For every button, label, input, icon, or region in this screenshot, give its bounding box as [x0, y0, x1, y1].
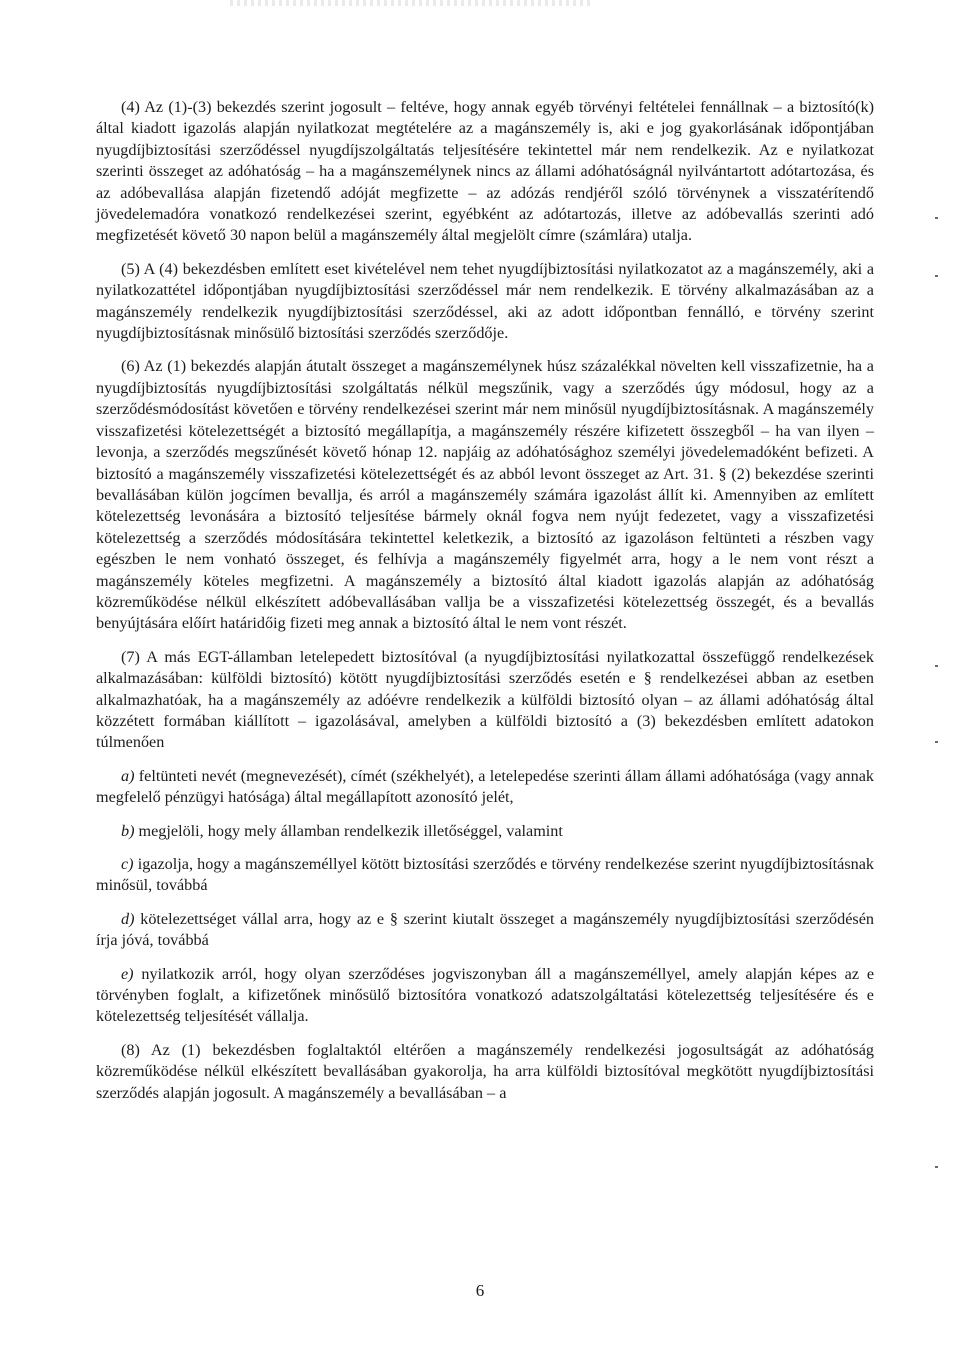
- item-text: kötelezettséget vállal arra, hogy az e § szerint kiutalt összeget a magánszemély nyugdíjbiztosítási szerződésén írja jóvá, továbbá: [96, 909, 875, 950]
- paragraph-7: (7) A más EGT-államban letelepedett biztosítóval (a nyugdíjbiztosítási nyilatkozattal összefüggő rendelkezések alkalmazásában: külföldi biztosító) kötött nyugdíjbiztosítási szerződés esetén e § rendelkezései abban az esetben alkalmazhatóak, ha a magánszemély az adóévre rendelkezik a külföldi biztosító olyan – az állami adóhatóság által közzétett formában kiállított – igazolásával, amelyben a külföldi biztosító a (3) bekezdésben említett adatokon túlmenően: [96, 647, 874, 752]
- paragraph-7-item-d: [96, 909, 874, 952]
- document-page-body: [96, 97, 874, 1116]
- item-letter: a): [121, 766, 135, 785]
- page-number: 6: [475, 1281, 485, 1300]
- scan-speck: [935, 665, 938, 667]
- paragraph-7-item-a: [96, 766, 874, 809]
- paragraph-7-item-b: [96, 821, 874, 842]
- item-text: nyilatkozik arról, hogy olyan szerződéses jogviszonyban áll a magánszeméllyel, amely alapján képes az e törvényben foglalt, a kifizetőnek minősülő biztosítóra vonatkozó adatszolgáltatási kötelezettség teljesítésére és e kötelezettség teljesítését vállalja.: [96, 964, 874, 1026]
- item-letter: c): [121, 855, 134, 873]
- scan-speck: [935, 275, 938, 277]
- scan-speck: [935, 217, 938, 219]
- paragraph-7-item-e: [96, 964, 874, 1028]
- paragraph-5: (5) A (4) bekezdésben említett eset kivételével nem tehet nyugdíjbiztosítási nyilatkozatot az a magánszemély, aki a nyilatkozattétel időpontjában nyugdíjbiztosítási szerződéssel már nem rendelkezik. E törvény alkalmazásában az a magánszemély rendelkezik nyugdíjbiztosítási szerződéssel, aki az adott időpontban fennálló, e törvény szerint nyugdíjbiztosításnak minősülő biztosítási szerződés szerződője.: [96, 259, 874, 343]
- item-letter: e): [121, 964, 134, 983]
- item-text: megjelöli, hogy mely államban rendelkezik illetőséggel, valamint: [138, 821, 563, 840]
- item-text: feltünteti nevét (megnevezését), címét (székhelyét), a letelepedése szerinti állam állami adóhatósága (vagy annak megfelelő pénzügyi hatósága) által megállapított azonosító jelét,: [96, 766, 875, 807]
- scan-speck: [935, 1166, 938, 1168]
- scan-artifact-top: [230, 0, 590, 6]
- paragraph-7-item-c: [96, 854, 874, 897]
- item-text: igazolja, hogy a magánszeméllyel kötött biztosítási szerződés e törvény rendelkezése szerint nyugdíjbiztosításnak minősül, továbbá: [96, 855, 874, 895]
- paragraph-8: (8) Az (1) bekezdésben foglaltaktól eltérően a magánszemély rendelkezési jogosultságát az adóhatóság közreműködése nélkül elkészített bevallásában gyakorolja, ha arra külföldi biztosítóval megkötött nyugdíjbiztosítási szerződés alapján jogosult. A magánszemély a bevallásában – a: [96, 1040, 874, 1102]
- item-letter: b): [121, 821, 135, 840]
- scan-speck: [935, 741, 938, 743]
- paragraph-4: (4) Az (1)-(3) bekezdés szerint jogosult – feltéve, hogy annak egyéb törvényi feltételei fennállnak – a biztosító(k) által kiadott igazolás alapján nyilatkozat megtételére az a magánszemély is, aki e jog gyakorlásának időpontjában nyugdíjbiztosítási szerződéssel nyugdíjszolgáltatás teljesítésére tekintettel már nem rendelkezik. Az e nyilatkozat szerinti összeget az adóhatóság – ha a magánszemélynek nincs az állami adóhatóságnál nyilvántartott adótartozása, és az adóbevallása alapján fizetendő adóját megfizette – az adózás rendjéről szóló törvénynek a visszatérítendő jövedelemadóra vonatkozó rendelkezései szerint, egyébként az adótartozás, illetve az adóbevallás szerinti adó megfizetését követő 30 napon belül a magánszemély által megjelölt címre (számlára) utalja.: [96, 98, 874, 245]
- item-letter: d): [121, 909, 135, 928]
- paragraph-6: (6) Az (1) bekezdés alapján átutalt összeget a magánszemélynek húsz százalékkal növelten kell visszafizetnie, ha a nyugdíjbiztosítás nyugdíjbiztosítási szolgáltatás nélkül megszűnik, vagy a szerződés úgy módosul, hogy az a szerződésmódosítást követően e törvény rendelkezései szerint már nem minősül nyugdíjbiztosításnak. A magánszemély visszafizetési kötelezettségét a biztosító megállapítja, a magánszemély részére kifizetett összegből – ha van ilyen – levonja, a szerződés megszűnését követő hónap 12. napjáig az adóhatósághoz személyi jövedelemadóként befizeti. A biztosító a magánszemély visszafizetési kötelezettségét és az abból levont összeget az Art. 31. § (2) bekezdése szerinti bevallásában külön jogcímen bevallja, és arról a magánszemély számára igazolást állít ki. Amennyiben az említett kötelezettség levonására a biztosító teljesítése bármely oknál fogva nem nyújt fedezetet, vagy a visszafizetési kötelezettség a szerződés módosítására tekintettel keletkezik, a biztosító az igazoláson feltünteti a részben vagy egészben le nem vonható összeget, és felhívja a magánszemély figyelmét arra, hogy a le nem vont részt a magánszemély köteles megfizetni. A magánszemély a biztosító által kiadott igazolás alapján az adóhatóság közreműködése nélkül elkészített adóbevallásában vallja be a visszafizetési kötelezettség összegét, és a bevallás benyújtására előírt határidőig fizeti meg annak a biztosító által le nem vont részét.: [96, 357, 874, 633]
